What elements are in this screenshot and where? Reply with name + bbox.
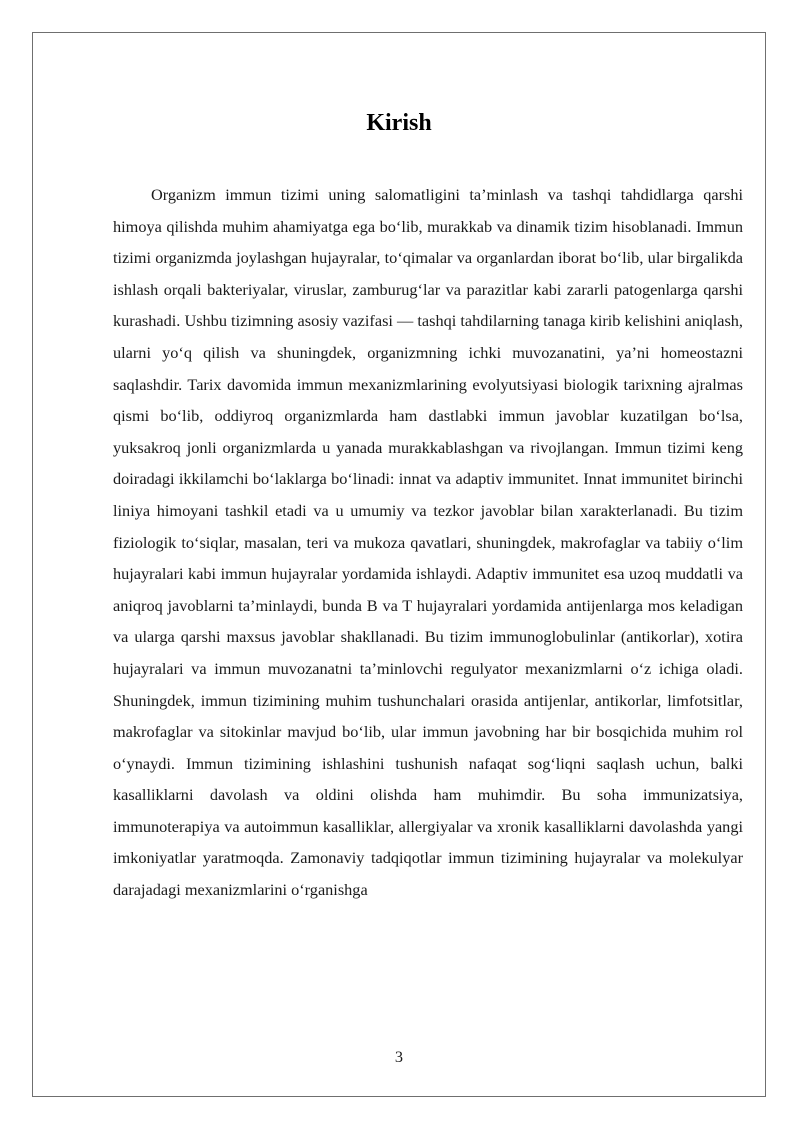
page-number: 3 bbox=[394, 1047, 404, 1066]
document-page bbox=[32, 32, 766, 1097]
page-title: Kirish bbox=[366, 110, 432, 136]
body-paragraph: Organizm immun tizimi uning salomatligini ta’minlash va tashqi tahdidlarga qarshi himoya qilishda muhim ahamiyatga ega bo‘lib, murakkab va dinamik tizim hisoblanadi. Immun tizimi organizmda joylashgan hujayralar, to‘qimalar va organlardan iborat bo‘lib, ular birgalikda ishlash orqali bakteriyalar, viruslar, zamburug‘lar va parazitlar kabi zararli patogenlarga qarshi kurashadi. Ushbu tizimning asosiy vazifasi — tashqi tahdilarning tanaga kirib kelishini aniqlash, ularni yo‘q qilish va shuningdek, organizmning ichki muvozanatini, ya’ni homeostazni saqlashdir. Tarix davomida immun mexanizmlarining evolyutsiyasi biologik tarixning ajralmas qismi bo‘lib, oddiyroq organizmlarda ham dastlabki immun javoblar kuzatilgan bo‘lsa, yuksakroq jonli organizmlarda u yanada murakkablashgan va rivojlangan. Immun tizimi keng doiradagi ikkilamchi bo‘laklarga bo‘linadi: innat va adaptiv immunitet. Innat immunitet birinchi liniya himoyani tashkil etadi va u umumiy va tezkor javoblar bilan xarakterlanadi. Bu tizim fiziologik to‘siqlar, masalan, teri va mukoza qavatlari, shuningdek, makrofaglar va tabiiy o‘lim hujayralari kabi immun hujayralar yordamida ishlaydi. Adaptiv immunitet esa uzoq muddatli va aniqroq javoblarni ta’minlaydi, bunda B va T hujayralari yordamida antijenlarga mos keladigan va ularga qarshi maxsus javoblar shakllanadi. Bu tizim immunoglobulinlar (antikorlar), xotira hujayralari va immun muvozanatni ta’minlovchi regulyator mexanizmlarni o‘z ichiga oladi. Shuningdek, immun tizimining muhim tushunchalari orasida antijenlar, antikorlar, limfotsitlar, makrofaglar va sitokinlar mavjud bo‘lib, ular immun javobning har bir bosqichida muhim rol o‘ynaydi. Immun tizimining ishlashini tushunish nafaqat sog‘liqni saqlash uchun, balki kasalliklarni davolash va oldini olishda ham muhimdir. Bu soha immunizatsiya, immunoterapiya va autoimmun kasalliklar, allergiyalar va xronik kasalliklarni davolashda yangi imkoniyatlar yaratmoqda. Zamonaviy tadqiqotlar immun tizimining hujayralar va molekulyar darajadagi mexanizmlarini o‘rganishga bbox=[113, 185, 743, 900]
